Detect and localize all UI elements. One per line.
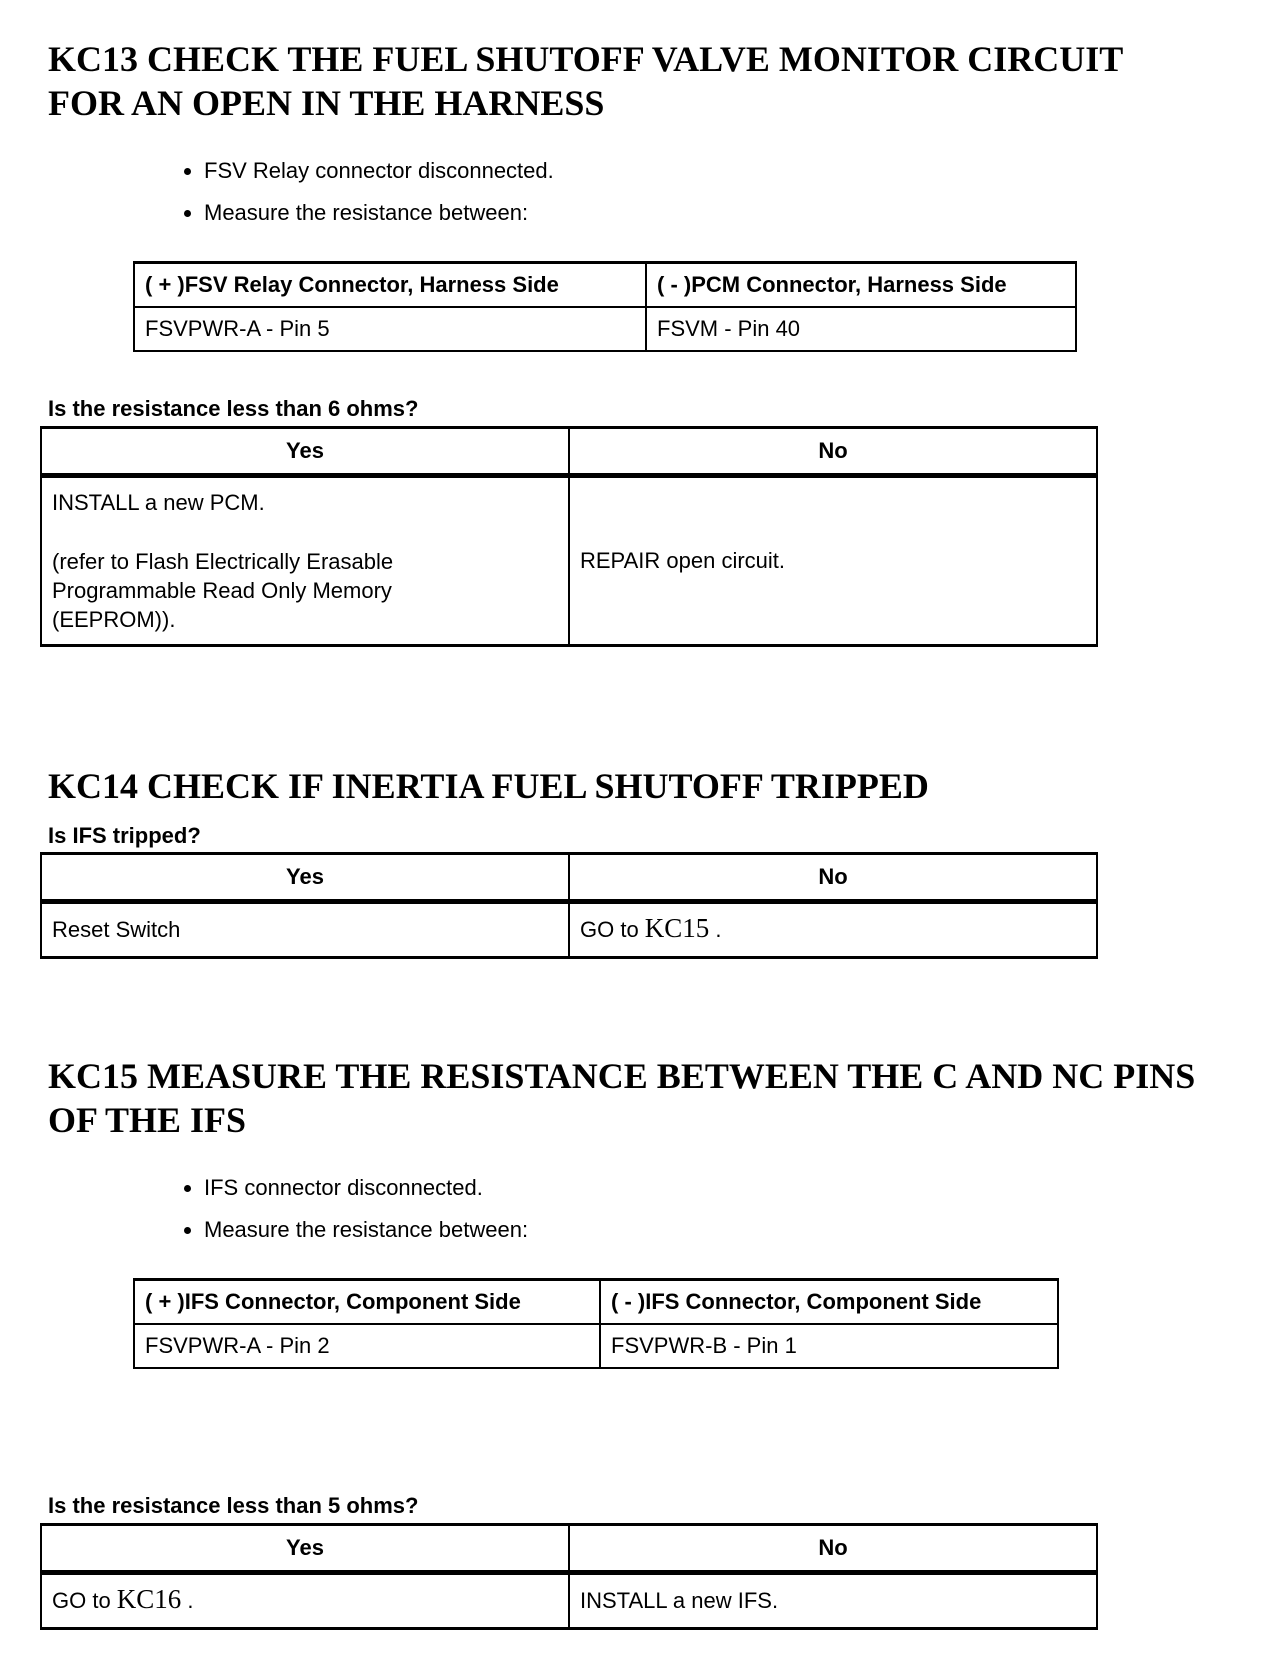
column-header: ( + )IFS Connector, Component Side [134,1280,600,1325]
decision-table-kc14 [40,852,1098,959]
goto-suffix: . [181,1588,194,1614]
yes-action-cell [41,902,569,958]
bullet-item: • FSV Relay connector disconnected. [204,156,1224,186]
section-kc14 [48,765,1224,959]
action-note: (refer to Flash Electrically Erasable Programmable Read Only Memory (EEPROM)). [52,548,394,632]
bullet-item: • Measure the resistance between: [204,198,1224,228]
yes-column-header: Yes [41,1524,569,1572]
action-text: REPAIR open circuit. [580,548,786,574]
section-spacer [48,1369,1224,1449]
table-row [41,475,1097,645]
section-heading-kc13: KC13 CHECK THE FUEL SHUTOFF VALVE MONITOR CIRCUIT FOR AN OPEN IN THE HARNESS [48,39,1123,123]
column-header: ( - )IFS Connector, Component Side [600,1280,1058,1325]
bullet-list-kc13 [166,156,1224,227]
decision-table-kc15 [40,1523,1098,1630]
goto-text: GO to [580,917,645,943]
action-text [580,915,1086,944]
bullet-item: • IFS connector disconnected. [204,1173,1224,1203]
section-spacer [48,959,1224,1055]
action-text: Reset Switch [52,917,181,943]
question-kc13: Is the resistance less than 6 ohms? [48,396,419,422]
bullet-list-kc15 [166,1173,1224,1244]
yes-column-header: Yes [41,854,569,902]
table-cell: FSVPWR-A - Pin 2 [134,1324,600,1368]
measurement-table-kc13 [133,261,1077,352]
no-column-header: No [569,1524,1097,1572]
yes-action-cell [41,475,569,645]
column-header: ( - )PCM Connector, Harness Side [646,263,1076,308]
section-kc13 [48,38,1224,647]
no-column-header: No [569,427,1097,475]
table-header-row [134,263,1076,308]
table-header-row [41,1524,1097,1572]
bullet-item: • Measure the resistance between: [204,1215,1224,1245]
section-kc15 [48,1055,1224,1630]
action-text: INSTALL a new PCM. [52,489,265,515]
table-header-row [41,427,1097,475]
yes-column-header: Yes [41,427,569,475]
action-text: INSTALL a new IFS. [580,1588,779,1614]
table-header-row [134,1280,1058,1325]
action-text [52,1586,558,1615]
pinpoint-test-link-kc16[interactable]: KC16 [116,1584,182,1615]
no-action-cell [569,1572,1097,1628]
table-header-row [41,854,1097,902]
question-kc15: Is the resistance less than 5 ohms? [48,1493,419,1519]
no-action-cell [569,902,1097,958]
table-cell: FSVPWR-A - Pin 5 [134,307,646,351]
table-row [134,307,1076,351]
yes-action-cell [41,1572,569,1628]
question-kc14: Is IFS tripped? [48,822,201,848]
goto-suffix: . [709,917,722,943]
table-row [41,902,1097,958]
table-cell: FSVM - Pin 40 [646,307,1076,351]
column-header: ( + )FSV Relay Connector, Harness Side [134,263,646,308]
decision-table-kc13 [40,426,1098,647]
pinpoint-test-link-kc15[interactable]: KC15 [644,913,710,944]
no-action-cell [569,475,1097,645]
section-heading-kc15: KC15 MEASURE THE RESISTANCE BETWEEN THE C AND NC PINS OF THE IFS [48,1056,1196,1140]
no-column-header: No [569,854,1097,902]
section-heading-kc14: KC14 CHECK IF INERTIA FUEL SHUTOFF TRIPPED [48,765,929,806]
table-cell: FSVPWR-B - Pin 1 [600,1324,1058,1368]
blank-line [52,517,558,547]
table-row [41,1572,1097,1628]
measurement-table-kc15 [133,1278,1059,1369]
table-row [134,1324,1058,1368]
goto-text: GO to [52,1588,117,1614]
section-spacer [48,647,1224,765]
